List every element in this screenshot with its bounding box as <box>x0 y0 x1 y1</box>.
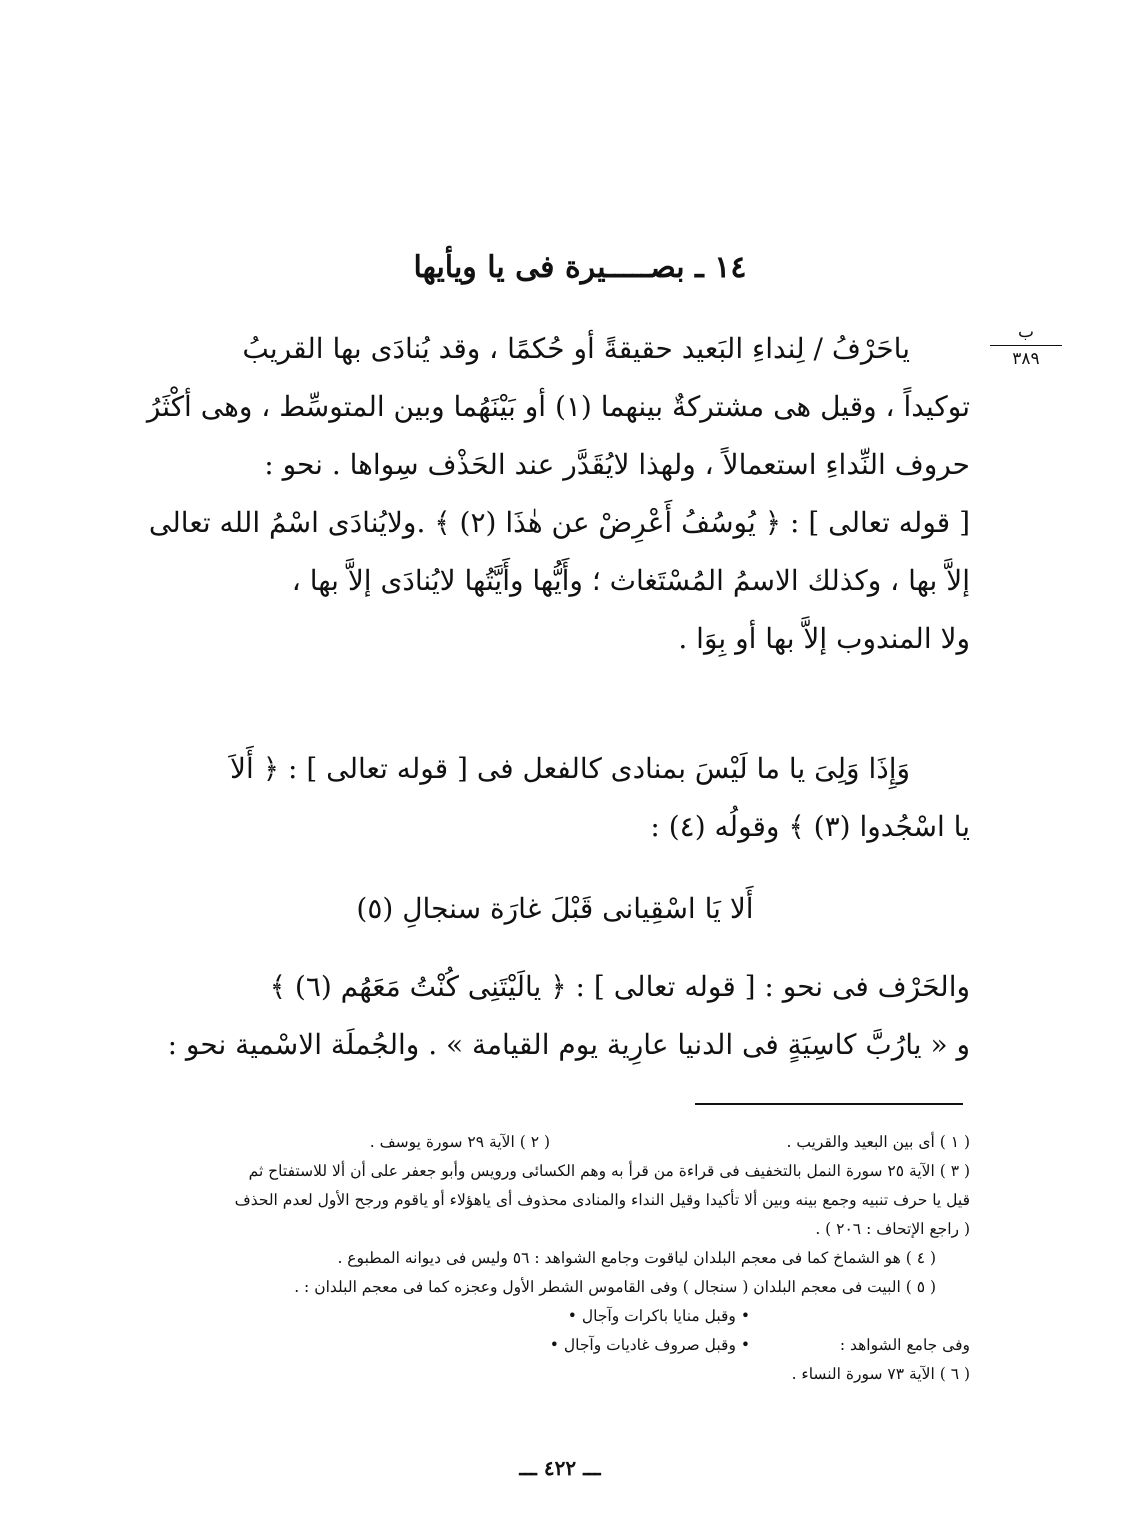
body-line: ياحَرْفُ / لِنداءِ البَعيد حقيقةً أو حُكمًا ، وقد يُنادَى بها القريبُ <box>242 332 910 365</box>
margin-note-rule <box>990 345 1062 346</box>
footnote-poem-row <box>140 1302 970 1331</box>
margin-note-top: ب <box>1017 322 1034 342</box>
footnote-1: ( ١ ) أى بين البعيد والقريب . <box>786 1133 970 1151</box>
footnote-5: ( ٥ ) البيت فى معجم البلدان ( سنجال ) وفى القاموس الشطر الأول وعجزه كما فى معجم البلدان : . <box>294 1278 936 1296</box>
footnote-row <box>140 1128 970 1157</box>
margin-folio-note <box>990 322 1062 369</box>
footnote-4: ( ٤ ) هو الشماخ كما فى معجم البلدان لياقوت وجامع الشواهد : ٥٦ وليس فى ديوانه المطبوع . <box>337 1249 936 1267</box>
paragraph-3 <box>140 958 970 1074</box>
body-line: وَإِذَا وَلِىَ يا ما لَيْسَ بمنادى كالفعل فى [ قوله تعالى ] : ﴿ أَلاَ <box>230 752 910 785</box>
verse-line: أَلا يَا اسْقِيانى قَبْلَ غارَة سنجالِ (٥) <box>356 892 754 925</box>
poem-hemistich-1: • وقبل منايا باكرات وآجال • <box>567 1307 750 1325</box>
body-line: إلاَّ بها ، وكذلك الاسمُ المُسْتَغاث ؛ وأَيُّها وأَيَّتُها لايُنادَى إلاَّ بها ، <box>291 564 970 597</box>
chapter-title: ١٤ ـ بصـــــيرة فى يا ويأيها <box>413 250 747 285</box>
footnotes <box>140 1128 970 1389</box>
footnote-6: ( ٦ ) الآية ٧٣ سورة النساء . <box>791 1365 970 1383</box>
footnote-separator <box>695 1103 963 1105</box>
footnote-2: ( ٢ ) الآية ٢٩ سورة يوسف . <box>369 1133 550 1151</box>
body-line: و « يارُبَّ كاسِيَةٍ فى الدنيا عارِية يوم القيامة » . والجُملَة الاسْمية نحو : <box>167 1028 970 1061</box>
body-line: يا اسْجُدوا (٣) ﴾ وقولُه (٤) : <box>650 810 970 843</box>
body-line: حروف النِّداءِ استعمالاً ، ولهذا لايُقَدَّر عند الحَذْف سِواها . نحو : <box>264 448 970 481</box>
verse-block <box>140 880 970 938</box>
footnote-3-line: ( ٣ ) الآية ٢٥ سورة النمل بالتخفيف فى قراءة من قرأ به وهم الكسائى ورويس وأبو جعفر على أن ألا للاستفتاح ثم <box>248 1162 970 1180</box>
paragraph-2 <box>140 740 970 856</box>
body-line: توكيداً ، وقيل هى مشتركةٌ بينهما (١) أو بَيْنَهُما وبين المتوسِّط ، وهى أكْثَرُ <box>146 390 970 423</box>
footnote-poem-row <box>140 1331 970 1360</box>
poem-source-label: وفى جامع الشواهد : <box>839 1336 970 1354</box>
margin-note-bottom: ٣٨٩ <box>1012 349 1040 369</box>
footnote-3-line: قيل يا حرف تنبيه وجمع بينه وبين ألا تأكيدا وقيل النداء والمنادى محذوف أى ياهؤلاء أو ياقوم ورجح الأول لعدم الحذف <box>234 1191 970 1209</box>
body-line: ولا المندوب إلاَّ بها أو بِوَا . <box>678 622 970 655</box>
poem-hemistich-2: • وقبل صروف غاديات وآجال • <box>549 1336 750 1354</box>
footnote-3-line: ( راجع الإتحاف : ٢٠٦ ) . <box>815 1220 970 1238</box>
body-line: والحَرْف فى نحو : [ قوله تعالى ] : ﴿ يالَيْتَنِى كُنْتُ مَعَهُم (٦) ﴾ <box>269 970 970 1003</box>
page-number: ـــ ٤٢٢ ـــ <box>519 1456 601 1480</box>
paragraph-1 <box>140 320 970 668</box>
body-line: [ قوله تعالى ] : ﴿ يُوسُفُ أَعْرِضْ عن هٰذَا (٢) ﴾ .ولايُنادَى اسْمُ الله تعالى <box>148 506 970 539</box>
